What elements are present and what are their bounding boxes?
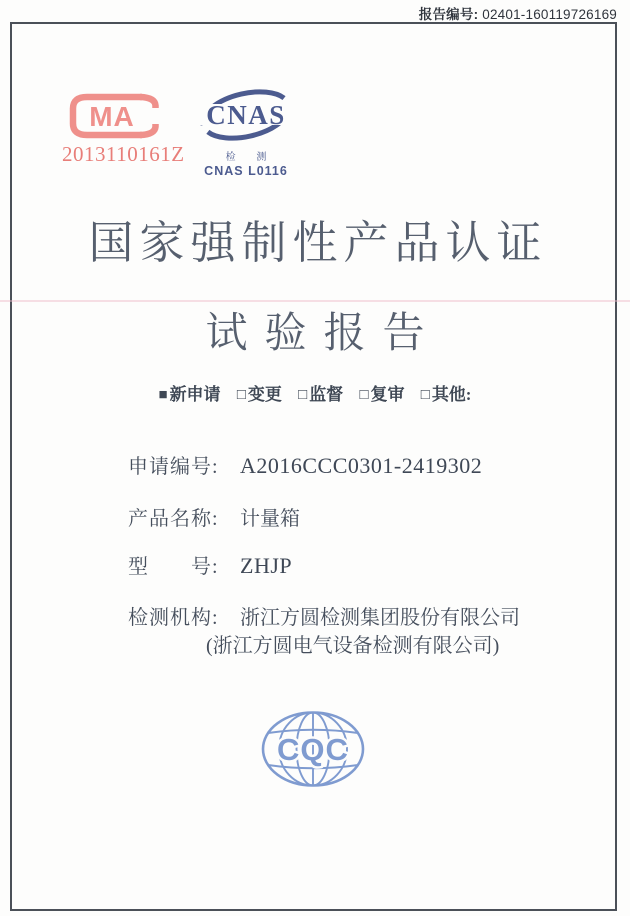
report-number-label: 报告编号:: [418, 7, 479, 22]
field-model-number: [128, 550, 292, 579]
report-number-value: 02401-160119726169: [482, 7, 617, 22]
field-label: 型 号:: [128, 556, 219, 578]
cnas-mark-text: CNAS: [206, 100, 286, 130]
cqc-logo-block: [258, 709, 368, 789]
checkbox-review: [359, 380, 404, 405]
cma-logo-icon: [66, 92, 162, 140]
checkbox-label: 其他:: [431, 385, 472, 404]
field-label: 申请编号:: [128, 456, 219, 478]
checkbox-empty-icon: □: [298, 387, 308, 403]
checkbox-empty-icon: □: [359, 387, 369, 403]
cma-accreditation-block: [62, 92, 185, 167]
field-testing-agency-line2: (浙江方圆电气设备检测有限公司): [206, 635, 500, 657]
field-value: 计量箱: [240, 508, 300, 530]
field-value: A2016CCC0301-2419302: [240, 453, 483, 478]
cnas-accreditation-block: [196, 86, 296, 178]
checkbox-new-application: [159, 380, 221, 405]
field-application-number: [128, 450, 482, 479]
checkbox-empty-icon: □: [420, 387, 430, 403]
main-title-line1: 国家强制性产品认证: [88, 218, 548, 268]
field-value: 浙江方圆检测集团股份有限公司: [240, 607, 520, 629]
checkbox-supervision: [298, 380, 343, 405]
application-type-row: [0, 380, 630, 405]
checkbox-change: [237, 380, 282, 405]
report-number: [419, 3, 617, 23]
checkbox-label: 变更: [247, 385, 282, 404]
cnas-logo-icon: [198, 86, 294, 146]
checkbox-other: [421, 380, 472, 405]
field-product-name: [128, 502, 300, 531]
cqc-globe-icon: [260, 709, 366, 789]
field-label: 产品名称:: [128, 508, 219, 530]
main-title-line2: 试验报告: [205, 311, 442, 357]
checkbox-label: 新申请: [169, 385, 221, 404]
checkbox-label: 监督: [309, 385, 344, 404]
checkbox-label: 复审: [370, 385, 405, 404]
checkbox-empty-icon: □: [236, 387, 246, 403]
field-value: ZHJP: [240, 553, 293, 578]
cma-mark-text: MA: [89, 101, 135, 132]
checkbox-filled-icon: ■: [158, 387, 168, 403]
field-testing-agency: [128, 601, 520, 630]
cma-certificate-number: 2013110161Z: [62, 142, 185, 166]
cqc-mark-text: CQC: [277, 732, 349, 767]
cnas-caption: 检 测: [225, 152, 276, 163]
cnas-accreditation-number: CNAS L0116: [204, 164, 288, 178]
field-label: 检测机构:: [128, 607, 219, 629]
